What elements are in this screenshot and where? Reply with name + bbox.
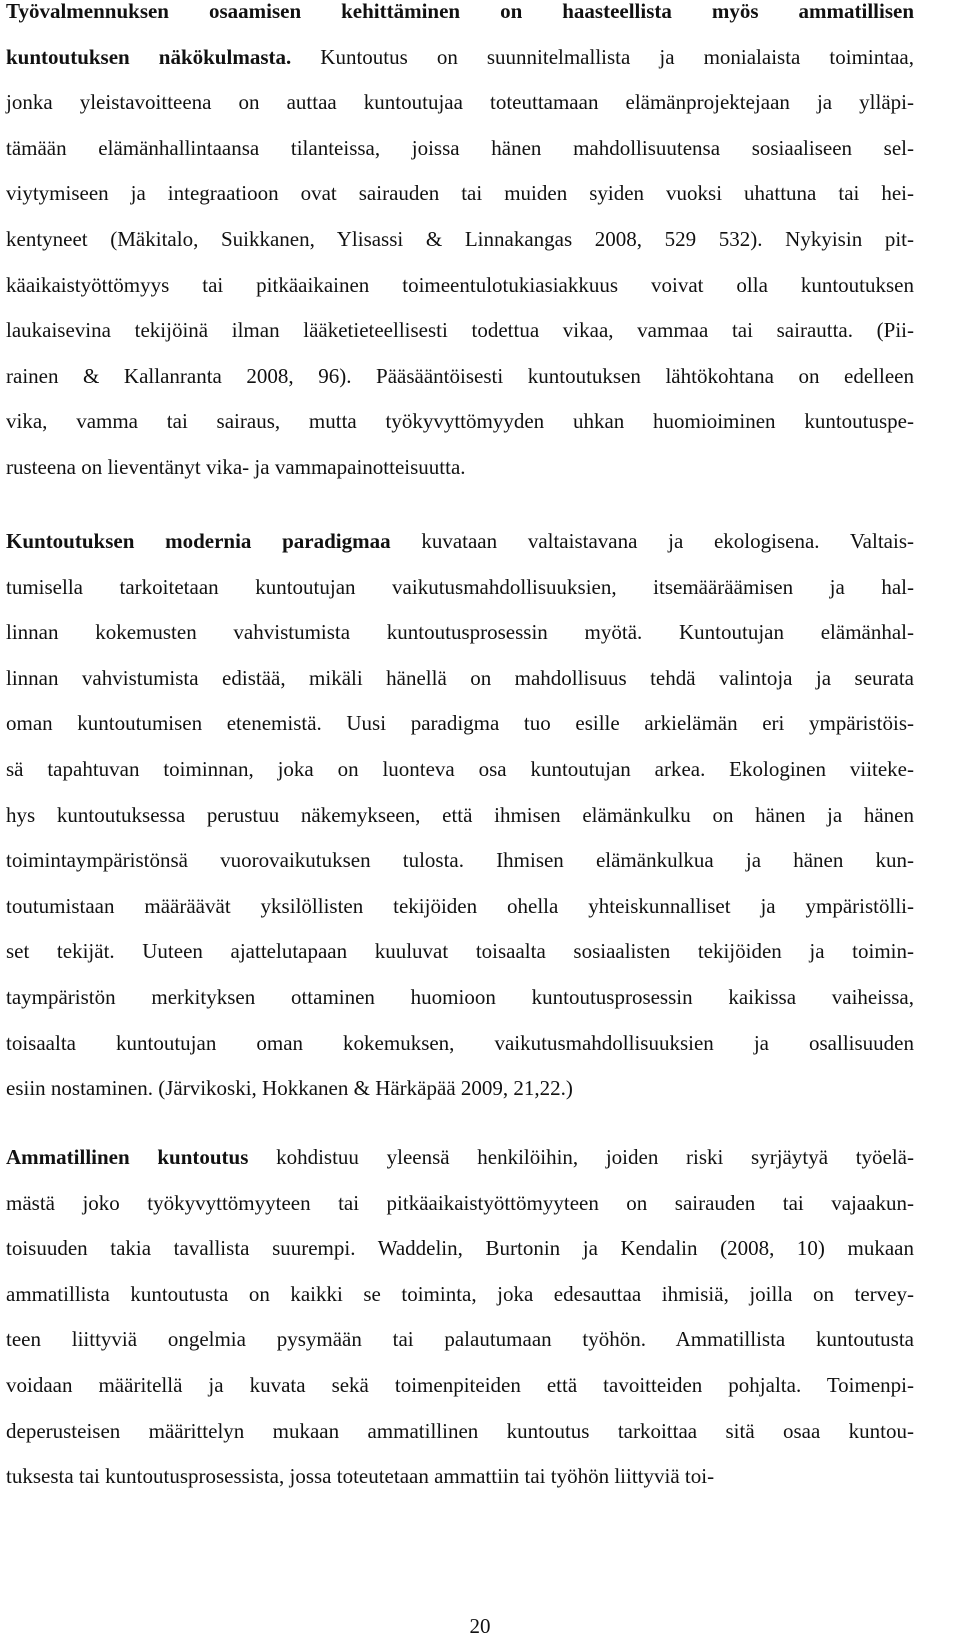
text-run: linnan vahvistumista edistää, mikäli hänellä on mahdollisuus tehdä valintoja ja seurata — [6, 665, 914, 690]
text-line — [6, 979, 914, 1025]
text-line — [6, 1321, 914, 1367]
text-run: tuksesta tai kuntoutusprosessista, jossa toteutetaan ammattiin tai työhön liittyviä toi- — [6, 1464, 715, 1489]
text-line — [6, 705, 914, 751]
text-run: kohdistuu yleensä henkilöihin, joiden riski syrjäytyä työelä- — [248, 1145, 915, 1169]
text-line — [6, 1367, 914, 1413]
text-line — [6, 312, 914, 358]
text-line — [6, 523, 914, 569]
text-run: teen liittyviä ongelmia pysymään tai palautumaan työhön. Ammatillista kuntoutusta — [6, 1327, 914, 1352]
text-line — [6, 0, 914, 39]
text-run: toisaalta kuntoutujan oman kokemuksen, vaikutusmahdollisuuksien ja osallisuuden — [6, 1030, 914, 1055]
paragraph-rehabilitation-intro — [6, 0, 914, 495]
text-line — [6, 39, 914, 85]
text-run: käaikaistyöttömyys tai pitkäaikainen toimeentulotukiasiakkuus voivat olla kuntoutuksen — [6, 272, 914, 297]
text-line — [6, 130, 914, 176]
text-line — [6, 175, 914, 221]
text-run: rainen & Kallanranta 2008, 96). Pääsääntöisesti kuntoutuksen lähtökohtana on edelleen — [6, 363, 914, 388]
text-line — [6, 449, 914, 495]
page-number: 20 — [469, 1614, 491, 1638]
text-run: toisuuden takia tavallista suurempi. Waddelin, Burtonin ja Kendalin (2008, 10) mukaan — [6, 1236, 914, 1261]
text-run: tumisella tarkoitetaan kuntoutujan vaikutusmahdollisuuksien, itsemääräämisen ja hal- — [6, 574, 914, 599]
text-line — [6, 1230, 914, 1276]
text-run: rusteena on lieventänyt vika- ja vammapainotteisuutta. — [6, 454, 466, 479]
text-run: mästä joko työkyvyttömyyteen tai pitkäaikaistyöttömyyteen on sairauden tai vajaakun- — [6, 1190, 914, 1215]
text-line — [6, 84, 914, 130]
text-run: sä tapahtuvan toiminnan, joka on luonteva osa kuntoutujan arkea. Ekologinen viiteke- — [6, 756, 914, 781]
text-line — [6, 1025, 914, 1071]
text-line — [6, 797, 914, 843]
text-run: toutumistaan määräävät yksilöllisten tekijöiden ohella yhteiskunnalliset ja ympäristölli- — [6, 893, 914, 918]
text-run: tämään elämänhallintaansa tilanteissa, joissa hänen mahdollisuutensa sosiaaliseen sel- — [6, 135, 914, 160]
text-line — [6, 660, 914, 706]
text-run: hys kuntoutuksessa perustuu näkemykseen, että ihmisen elämänkulku on hänen ja hänen — [6, 802, 914, 827]
text-run: viytymiseen ja integraatioon ovat sairauden tai muiden syiden vuoksi uhattuna tai hei- — [6, 181, 914, 206]
text-run: kentyneet (Mäkitalo, Suikkanen, Ylisassi & Linnakangas 2008, 529 532). Nykyisin pit- — [6, 226, 914, 251]
bold-term: Työvalmennuksen osaamisen kehittäminen on haasteellista myös ammatillisen — [6, 0, 914, 23]
text-line — [6, 358, 914, 404]
text-run: laukaisevina tekijöinä ilman lääketieteellisesti todettua vikaa, vammaa tai sairautta. (Pii- — [6, 318, 914, 343]
paragraph-vocational-rehabilitation — [6, 1139, 914, 1504]
bold-term: Kuntoutuksen modernia paradigmaa — [6, 529, 391, 553]
text-run: set tekijät. Uuteen ajattelutapaan kuuluvat toisaalta sosiaalisten tekijöiden ja toimin- — [6, 939, 914, 964]
text-run: jonka yleistavoitteena on auttaa kuntoutujaa toteuttamaan elämänprojektejaan ja ylläpi- — [6, 90, 914, 115]
text-run: linnan kokemusten vahvistumista kuntoutusprosessin myötä. Kuntoutujan elämänhal- — [6, 620, 914, 645]
text-line — [6, 267, 914, 313]
text-line — [6, 403, 914, 449]
text-line — [6, 1185, 914, 1231]
text-line — [6, 888, 914, 934]
text-run: deperusteisen määrittelyn mukaan ammatillinen kuntoutus tarkoittaa sitä osaa kuntou- — [6, 1418, 914, 1443]
bold-term: Ammatillinen kuntoutus — [6, 1145, 249, 1169]
text-run: oman kuntoutumisen etenemistä. Uusi paradigma tuo esille arkielämän eri ympäristöis- — [6, 711, 914, 736]
text-run: kuvataan valtaistavana ja ekologisena. Valtais- — [390, 529, 914, 553]
bold-term: kuntoutuksen näkökulmasta. — [6, 44, 292, 69]
text-run: esiin nostaminen. (Järvikoski, Hokkanen & Härkäpää 2009, 21,22.) — [6, 1076, 573, 1101]
text-run: ammatillista kuntoutusta on kaikki se toiminta, joka edesauttaa ihmisiä, joilla on tervey- — [6, 1281, 914, 1306]
text-line — [6, 614, 914, 660]
text-run: taympäristön merkityksen ottaminen huomioon kuntoutusprosessin kaikissa vaiheissa, — [6, 984, 914, 1009]
text-run: Kuntoutus on suunnitelmallista ja monialaista toimintaa, — [291, 44, 914, 69]
text-line — [6, 1139, 914, 1185]
paragraph-modern-paradigm — [6, 523, 914, 1116]
text-line — [6, 933, 914, 979]
text-run: voidaan määritellä ja kuvata sekä toimenpiteiden että tavoitteiden pohjalta. Toimenpi- — [6, 1372, 914, 1397]
text-line — [6, 751, 914, 797]
text-line — [6, 1276, 914, 1322]
text-line — [6, 221, 914, 267]
text-run: toimintaympäristönsä vuorovaikutuksen tulosta. Ihmisen elämänkulkua ja hänen kun- — [6, 848, 914, 873]
text-run: vika, vamma tai sairaus, mutta työkyvyttömyyden uhkan huomioiminen kuntoutuspe- — [6, 409, 914, 434]
text-line — [6, 1458, 914, 1504]
text-line — [6, 1070, 914, 1116]
text-line — [6, 842, 914, 888]
text-line — [6, 1413, 914, 1459]
text-line — [6, 569, 914, 615]
